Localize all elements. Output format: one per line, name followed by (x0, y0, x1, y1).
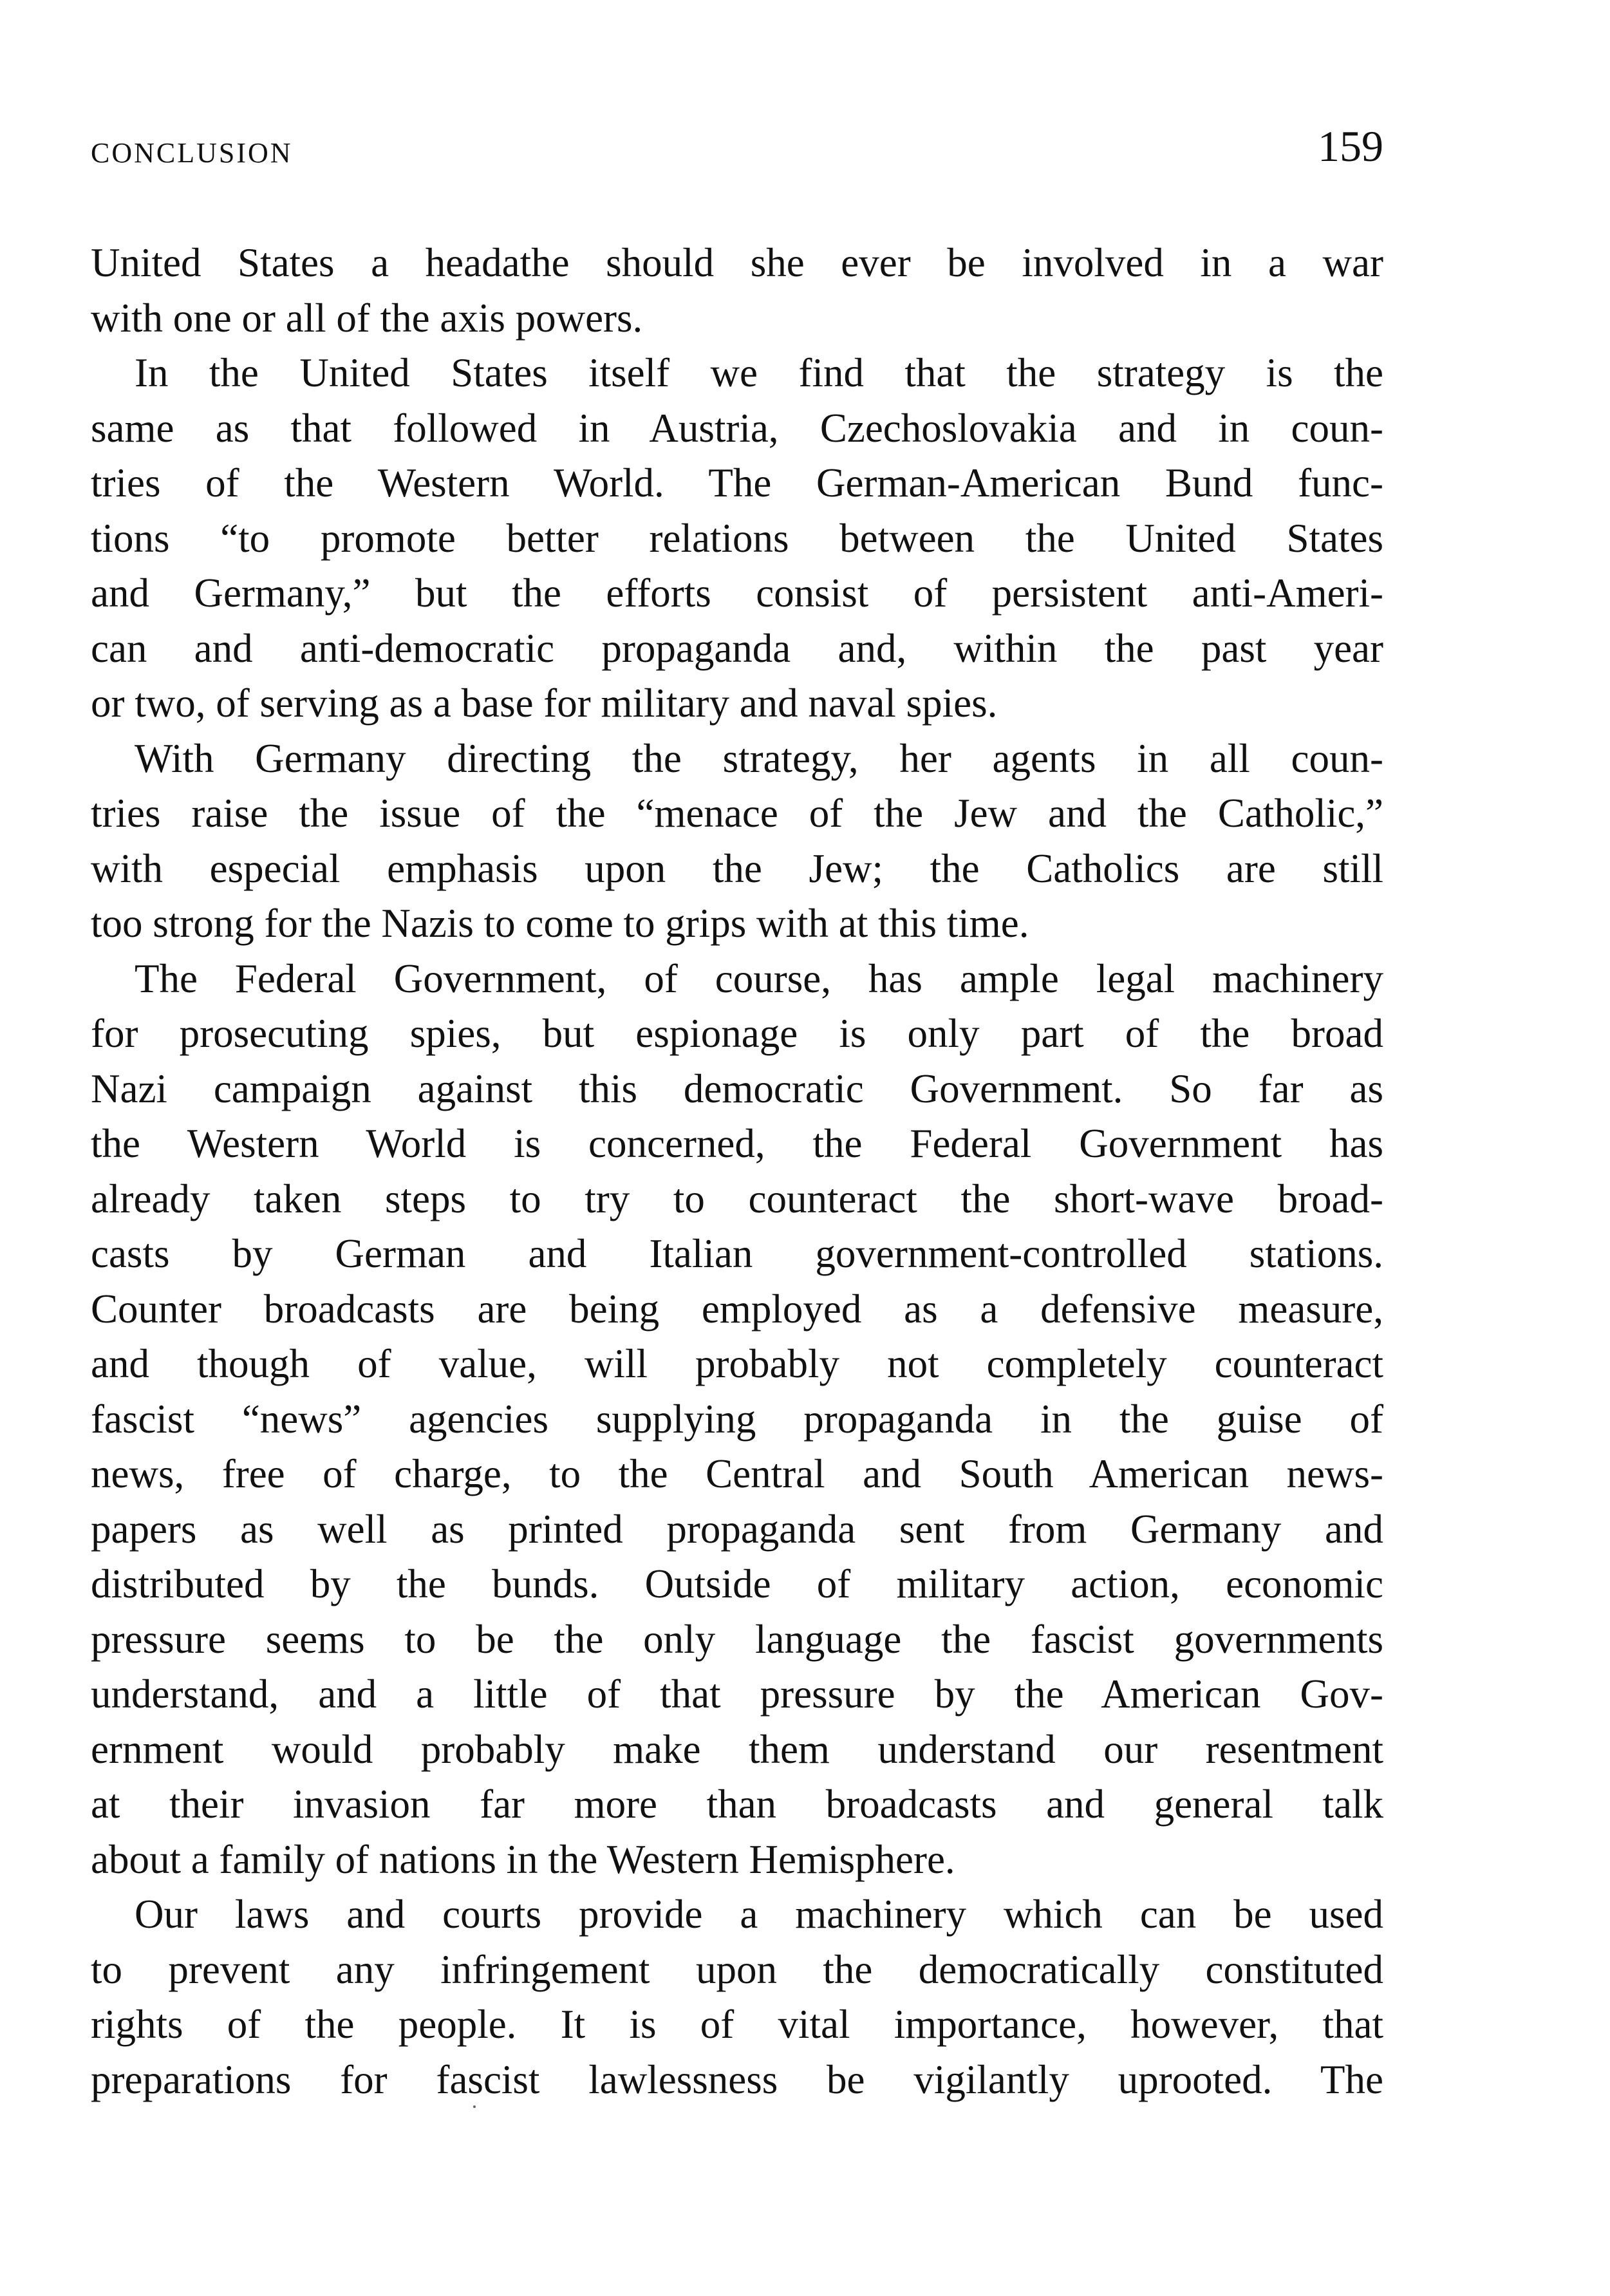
text-line: at their invasion far more than broadcasts and general talk (91, 1782, 1383, 1827)
paragraph (91, 236, 1383, 346)
text-line: to prevent any infringement upon the democratically constituted (91, 1946, 1383, 1992)
text-line: about a family of nations in the Western Hemisphere. (91, 1836, 955, 1882)
text-line: casts by German and Italian government-controlled stations. (91, 1231, 1383, 1276)
page-number: 159 (1318, 122, 1383, 171)
text-line: or two, of serving as a base for military and naval spies. (91, 681, 998, 726)
text-line: papers as well as printed propaganda sent from Germany and (91, 1506, 1383, 1552)
text-line: Our laws and courts provide a machinery which can be used (135, 1892, 1383, 1937)
paragraph (91, 1887, 1383, 2107)
paragraph (91, 952, 1383, 1888)
running-head: CONCLUSION (91, 137, 293, 169)
stray-dot (473, 2105, 476, 2108)
text-line: tries of the Western World. The German-American Bund func- (91, 460, 1383, 505)
text-line: the Western World is concerned, the Federal Government has (91, 1121, 1383, 1166)
text-line: for prosecuting spies, but espionage is only part of the broad (91, 1011, 1383, 1056)
body-text (91, 236, 1383, 2107)
text-line: too strong for the Nazis to come to grips with at this time. (91, 901, 1029, 946)
text-line: United States a headathe should she ever be involved in a war (91, 240, 1383, 285)
paragraph (91, 346, 1383, 731)
text-line: with one or all of the axis powers. (91, 295, 643, 341)
text-line: and Germany,” but the efforts consist of persistent anti-Ameri- (91, 570, 1383, 616)
text-line: In the United States itself we find that the strategy is the (135, 350, 1383, 395)
text-line: understand, and a little of that pressure by the American Gov- (91, 1671, 1383, 1717)
text-line: tries raise the issue of the “menace of the Jew and the Catholic,” (91, 791, 1383, 836)
text-line: With Germany directing the strategy, her agents in all coun- (135, 735, 1383, 781)
text-line: Nazi campaign against this democratic Government. So far as (91, 1066, 1383, 1111)
text-line: can and anti-democratic propaganda and, within the past year (91, 625, 1383, 671)
text-line: pressure seems to be the only language the fascist governments (91, 1616, 1383, 1662)
text-line: already taken steps to try to counteract the short-wave broad- (91, 1176, 1383, 1221)
text-line: fascist “news” agencies supplying propaganda in the guise of (91, 1396, 1383, 1442)
text-line: distributed by the bunds. Outside of military action, economic (91, 1561, 1383, 1606)
paragraph (91, 731, 1383, 952)
text-line: news, free of charge, to the Central and South American news- (91, 1451, 1383, 1496)
text-line: rights of the people. It is of vital importance, however, that (91, 2002, 1383, 2047)
text-line: tions “to promote better relations between the United States (91, 515, 1383, 561)
text-line: The Federal Government, of course, has ample legal machinery (135, 955, 1383, 1001)
text-line: same as that followed in Austria, Czechoslovakia and in coun- (91, 405, 1383, 451)
text-line: preparations for fascist lawlessness be vigilantly uprooted. The (91, 2056, 1383, 2102)
text-line: Counter broadcasts are being employed as a defensive measure, (91, 1286, 1383, 1331)
text-line: with especial emphasis upon the Jew; the Catholics are still (91, 845, 1383, 891)
text-line: and though of value, will probably not completely counteract (91, 1341, 1383, 1386)
text-line: ernment would probably make them understand our resentment (91, 1726, 1383, 1772)
